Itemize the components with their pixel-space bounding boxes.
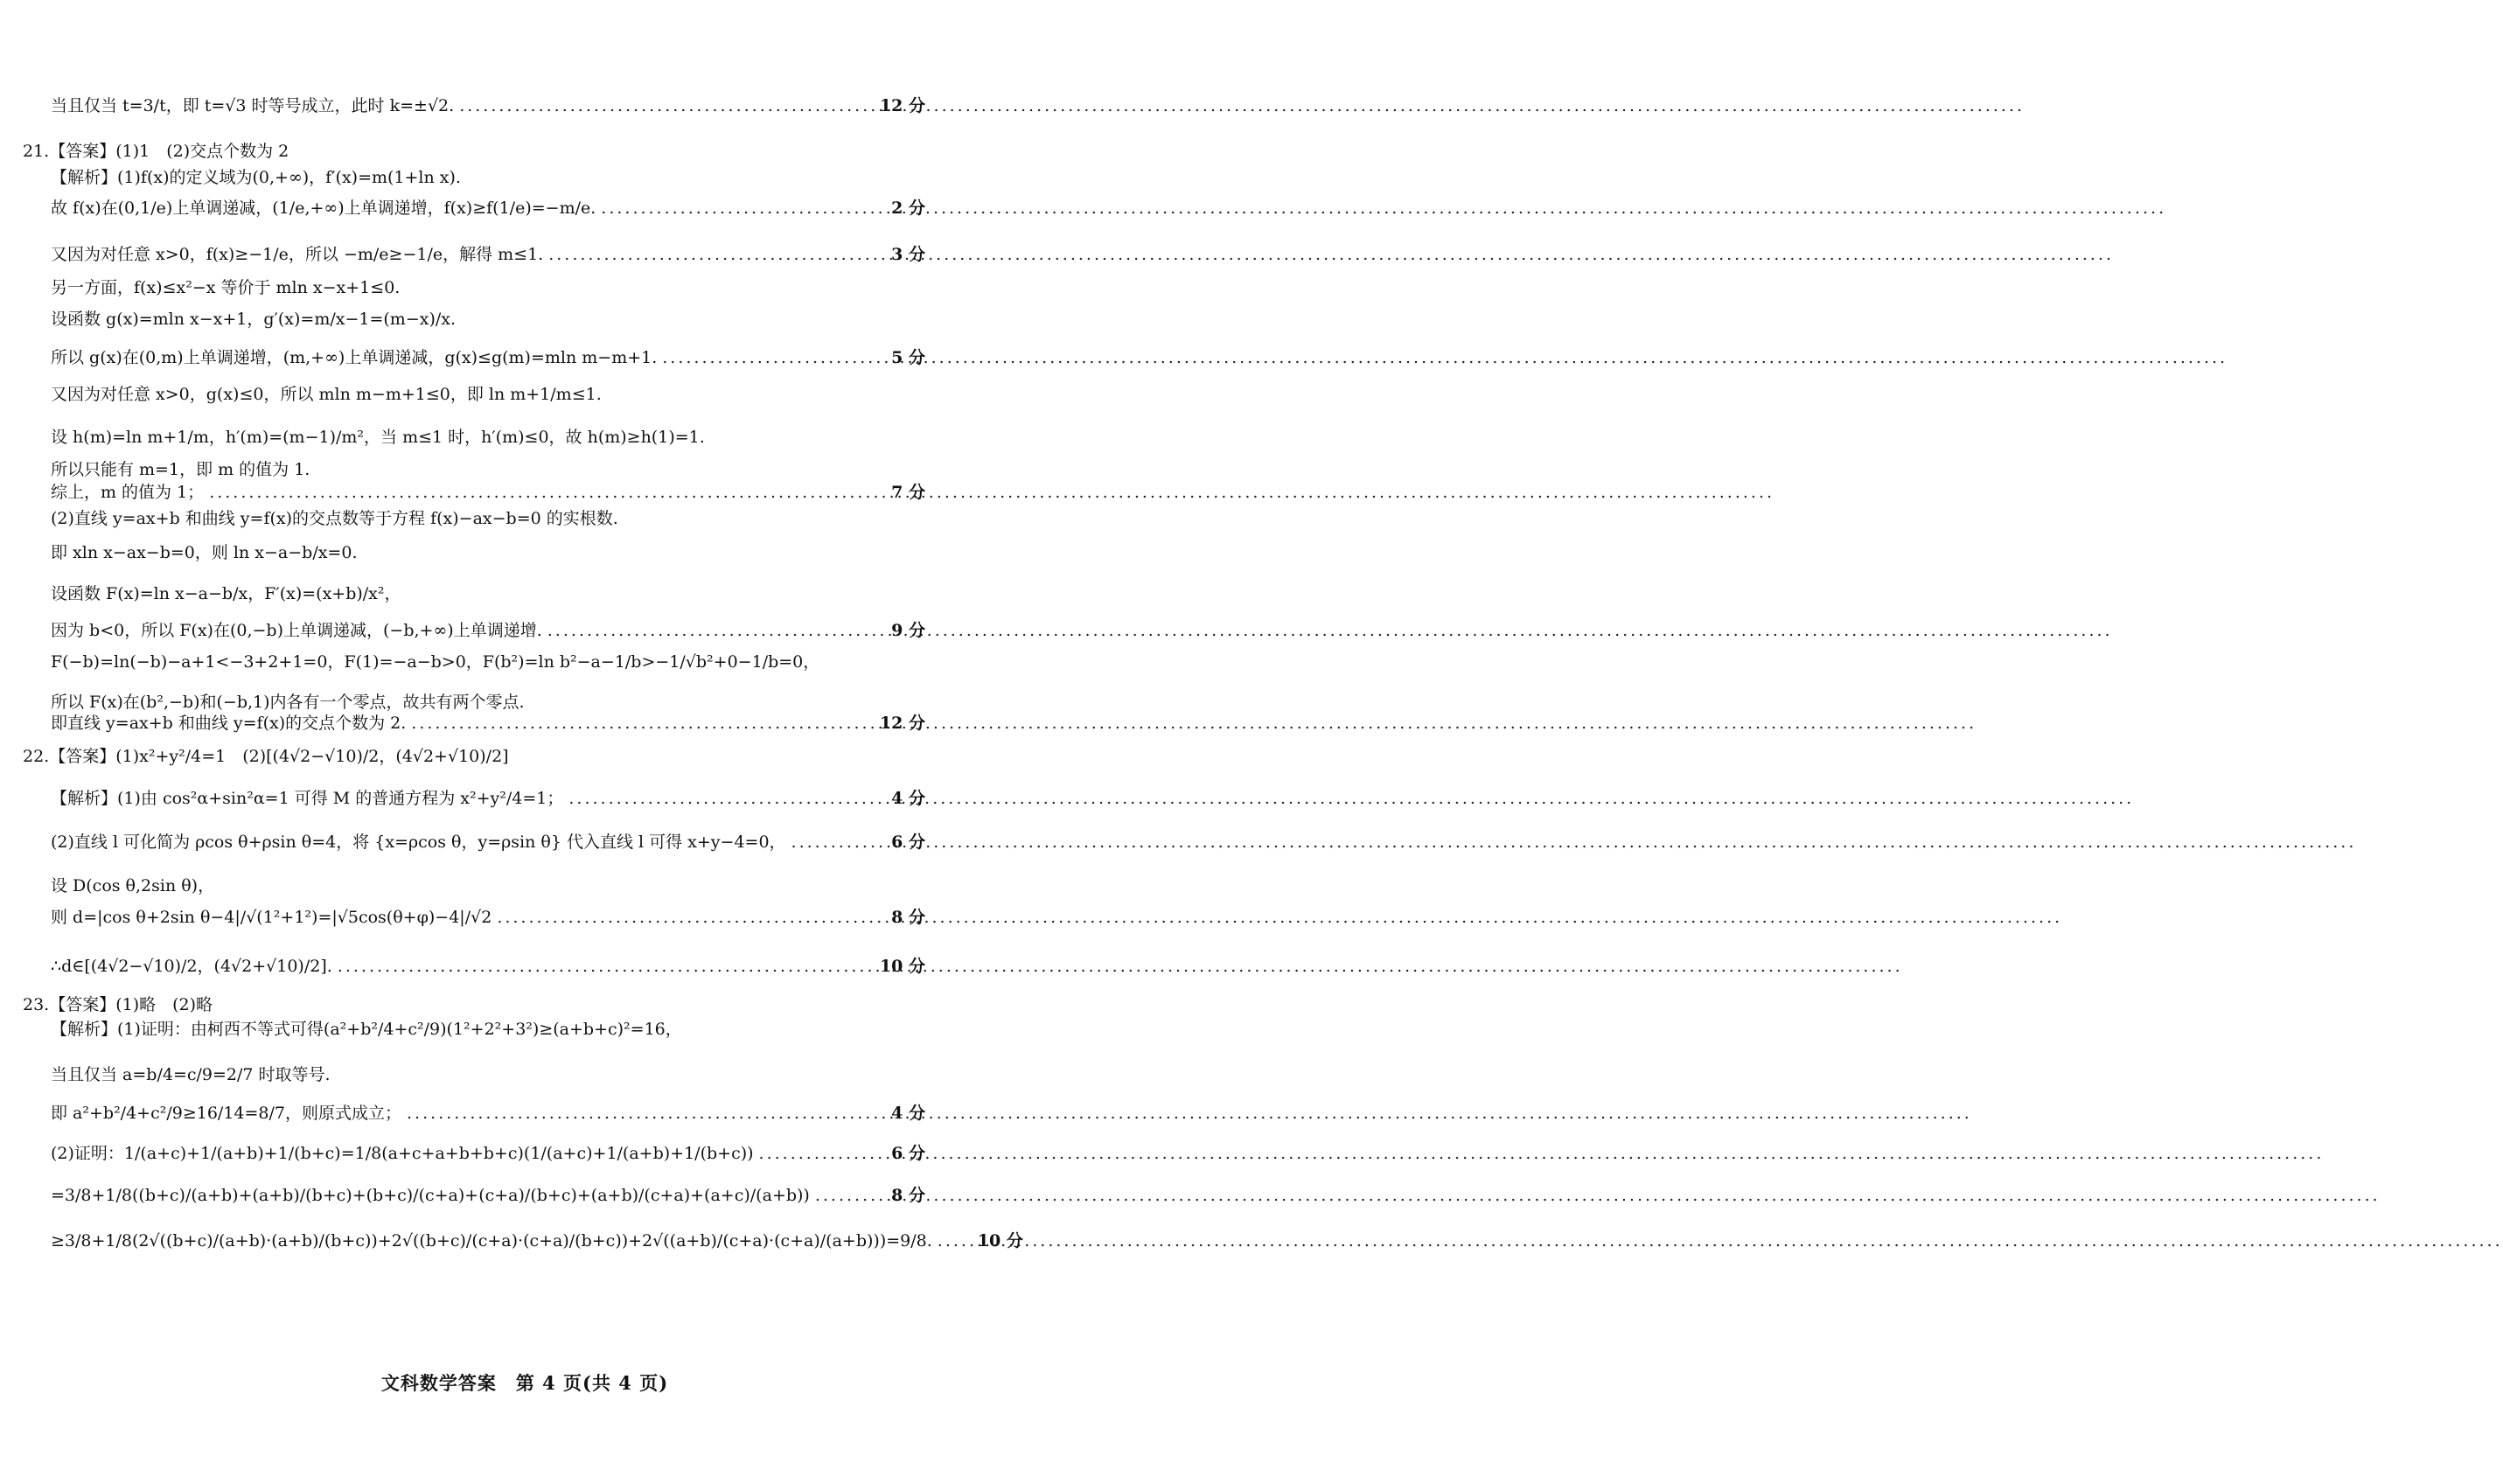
answer-line-text: 设 D(cos θ,2sin θ)， — [51, 876, 215, 895]
leader-dots — [547, 617, 886, 644]
answer-line-text: (2)证明：1/(a+c)+1/(a+b)+1/(b+c)=1/8(a+c+a+b+b+c)(1/(a+c)+1/(a+b)+1/(b+c)) — [51, 1144, 754, 1163]
answer-line-text: 【解析】(1)证明：由柯西不等式可得(a²+b²/4+c²/9)(1²+2²+3²)≥(a+b+c)²=16， — [51, 1020, 682, 1039]
answer-line-text: 设 h(m)=ln m+1/m，h′(m)=(m−1)/m²，当 m≤1 时，h′(m)≤0，故 h(m)≥h(1)=1. — [51, 428, 705, 447]
answer-line — [51, 1140, 925, 1167]
answer-line-text: 21.【答案】(1)1 (2)交点个数为 2 — [23, 142, 289, 161]
answer-line-text: 综上，m 的值为 1； — [51, 483, 205, 502]
answer-line — [51, 649, 925, 675]
answer-line-text: ∴d∈[(4√2−√10)/2，(4√2+√10)/2]. — [51, 957, 332, 976]
answer-line-text: 22.【答案】(1)x²+y²/4=1 (2)[(4√2−√10)/2，(4√2+√10)/2] — [23, 747, 509, 766]
answer-line — [51, 904, 925, 930]
leader-dots — [548, 241, 886, 268]
score-points: 7 分 — [891, 483, 925, 502]
answer-line-text: 设函数 g(x)=mln x−x+1，g′(x)=m/x−1=(m−x)/x. — [51, 310, 457, 329]
leader-dots — [759, 1140, 887, 1167]
answer-line-text: 又因为对任意 x>0，f(x)≥−1/e，所以 −m/e≥−1/e，解得 m≤1. — [51, 245, 544, 264]
answer-line-text: 则 d=|cos θ+2sin θ−4|/√(1²+1²)=|√5cos(θ+φ)−4|/√2 — [51, 908, 492, 927]
score-points: 4 分 — [891, 789, 925, 808]
answer-line-text: 【解析】(1)由 cos²α+sin²α=1 可得 M 的普通方程为 x²+y²/4=1； — [51, 789, 564, 808]
score-points: 10 分 — [977, 1231, 1023, 1251]
answer-line — [51, 164, 925, 191]
answer-line — [23, 992, 897, 1018]
answer-line-text: 即 xln x−ax−b=0，则 ln x−a−b/x=0. — [51, 543, 358, 562]
score-points: 10 分 — [879, 957, 925, 976]
answer-line-text: 即 a²+b²/4+c²/9≥16/14=8/7，则原式成立； — [51, 1104, 402, 1123]
answer-line-text: 所以 g(x)在(0,m)上单调递增，(m,+∞)上单调递减，g(x)≤g(m)=mln m−m+1. — [51, 348, 658, 367]
page-footer: 文科数学答案 第 4 页(共 4 页) — [380, 1372, 669, 1394]
leader-dots — [662, 345, 886, 371]
answer-line-text: 即直线 y=ax+b 和曲线 y=f(x)的交点个数为 2. — [51, 714, 407, 733]
answer-line — [51, 306, 925, 332]
answer-line — [51, 1182, 925, 1209]
answer-line — [51, 345, 925, 371]
score-points: 8 分 — [891, 1186, 925, 1205]
answer-line-text: 所以只能有 m=1，即 m 的值为 1. — [51, 460, 310, 479]
answer-line — [51, 381, 925, 408]
answer-line-text: 设函数 F(x)=ln x−a−b/x，F′(x)=(x+b)/x²， — [51, 584, 401, 603]
answer-line — [51, 1100, 925, 1126]
answer-line — [51, 873, 925, 899]
answer-line — [51, 1016, 925, 1042]
answer-line — [23, 138, 897, 164]
answer-line-text: ≥3/8+1/8(2√((b+c)/(a+b)·(a+b)/(b+c))+2√((b+c)/(c+a)·(c+a)/(b+c))+2√((a+b)/(c+a)·(c+a)/(a+b)))=9/8. — [51, 1231, 932, 1251]
leader-dots — [338, 953, 875, 979]
answer-line — [51, 479, 925, 505]
answer-line — [51, 953, 925, 979]
score-points: 2 分 — [891, 199, 925, 218]
answer-line-text: =3/8+1/8((b+c)/(a+b)+(a+b)/(b+c)+(b+c)/(c+a)+(c+a)/(b+c)+(a+b)/(c+a)+(a+c)/(a+b)) — [51, 1186, 810, 1205]
score-points: 8 分 — [891, 908, 925, 927]
answer-line-text: 又因为对任意 x>0，g(x)≤0，所以 mln m−m+1≤0，即 ln m+1/m≤1. — [51, 385, 602, 404]
answer-line-text: F(−b)=ln(−b)−a+1<−3+2+1=0，F(1)=−a−b>0，F(b²)=ln b²−a−1/b>−1/√b²+0−1/b=0， — [51, 652, 820, 672]
answer-line — [51, 617, 925, 644]
leader-dots — [209, 479, 886, 505]
leader-dots — [568, 785, 886, 812]
answer-line — [51, 93, 925, 119]
answer-line-text: 故 f(x)在(0,1/e)上单调递减，(1/e,+∞)上单调递增，f(x)≥f(1/e)=−m/e. — [51, 199, 596, 218]
answer-line-text: (2)直线 l 可化简为 ρcos θ+ρsin θ=4，将 {x=ρcos θ，y=ρsin θ} 代入直线 l 可得 x+y−4=0， — [51, 833, 786, 852]
answer-line — [51, 424, 925, 450]
answer-line-text: 当且仅当 t=3/t，即 t=√3 时等号成立，此时 k=±√2. — [51, 96, 455, 115]
answer-line-text: (2)直线 y=ax+b 和曲线 y=f(x)的交点数等于方程 f(x)−ax−b=0 的实根数. — [51, 509, 618, 528]
score-points: 5 分 — [891, 348, 925, 367]
answer-line — [51, 505, 925, 532]
answer-line — [23, 743, 897, 770]
leader-dots — [407, 1100, 886, 1126]
answer-line-text: 【解析】(1)f(x)的定义域为(0,+∞)，f′(x)=m(1+ln x). — [51, 168, 461, 187]
answer-line-text: 23.【答案】(1)略 (2)略 — [23, 995, 213, 1014]
answer-line-text: 当且仅当 a=b/4=c/9=2/7 时取等号. — [51, 1065, 331, 1084]
answer-line — [51, 241, 925, 268]
leader-dots — [815, 1182, 886, 1209]
answer-line — [51, 275, 925, 301]
answer-line — [51, 785, 925, 812]
score-points: 12 分 — [879, 714, 925, 733]
leader-dots — [601, 195, 886, 221]
answer-line — [51, 829, 925, 855]
score-points: 6 分 — [891, 1144, 925, 1163]
answer-line-text: 所以 F(x)在(b²,−b)和(−b,1)内各有一个零点，故共有两个零点. — [51, 693, 525, 712]
leader-dots — [411, 710, 875, 736]
answer-line — [51, 195, 925, 221]
answer-line-text: 另一方面，f(x)≤x²−x 等价于 mln x−x+1≤0. — [51, 278, 401, 297]
score-points: 6 分 — [891, 833, 925, 852]
answer-line-text: 因为 b<0，所以 F(x)在(0,−b)上单调递减，(−b,+∞)上单调递增. — [51, 621, 542, 640]
answer-line — [51, 540, 925, 566]
leader-dots — [938, 1228, 973, 1254]
answer-line — [51, 1228, 1023, 1254]
answer-line — [51, 710, 925, 736]
score-points: 12 分 — [879, 96, 925, 115]
leader-dots — [497, 904, 886, 930]
score-points: 3 分 — [891, 245, 925, 264]
score-points: 9 分 — [891, 621, 925, 640]
score-points: 4 分 — [891, 1104, 925, 1123]
leader-dots — [791, 829, 887, 855]
answer-line — [51, 581, 925, 607]
leader-dots — [459, 93, 875, 119]
answer-line — [51, 1062, 925, 1088]
